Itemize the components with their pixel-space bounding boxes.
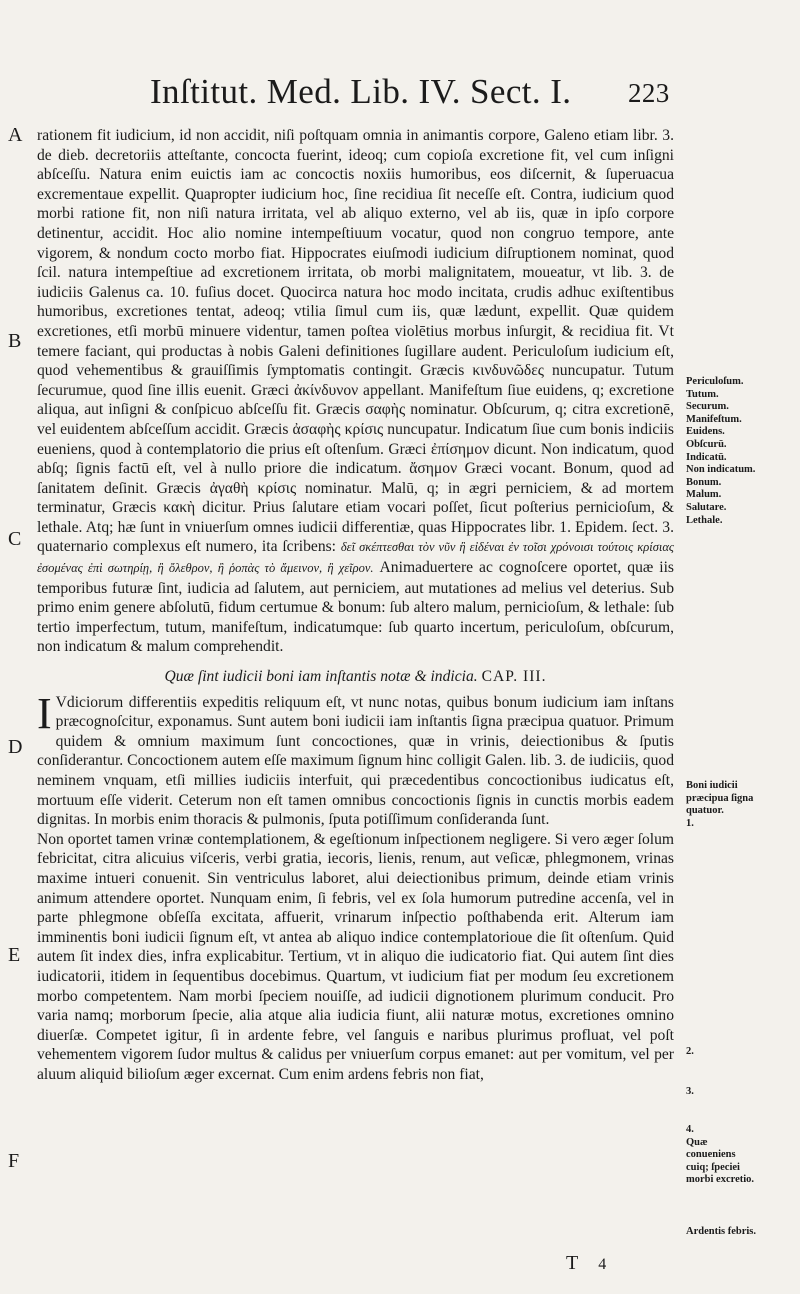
paragraph-three <box>37 830 674 1085</box>
section-letter-c: C <box>8 528 22 550</box>
paragraph-three-text: Non oportet tamen vrinæ contemplationem, & egeſtionum inſpectionem negligere. Si vero æger ſolum febricitat, citra alicuius viſceris, verbi gratia, iecoris, lienis, renum, aut veſicæ, phlegmonem, vrinas maxime intueri conuenit. Sin ventriculus laboret, alui deiectionibus primum, deinde etiam vrinis animum attendere oportet. Nunquam enim, ſi febris, vel ex ſola humorum putredine accenſa, vel in parte phlegmone obſeſſa excitata, affuerit, vrinarum inſpectio poſthabenda erit. Alterum iam imminentis boni iudicii ſignum eſt, vt antea ab aliquo indice contemplatorioue die ſit oſtenſum. Quid autem ſit index dies, infra explicabitur. Tertium, vt in aliquo die iudicatorio fiat. Qui autem ſint dies iudicatorii, itidem in ſequentibus docebimus. Quartum, vt iudicium fiat per modum ſeu excretionem morbo competentem. Nam morbi ſpeciem nouiſſe, ad iudicii dignotionem plurimum conducit. Pro varia namq; morborum ſpecie, alia atque alia iudicia fiunt, alii naturæ motus, excretiones omnino diuerſæ. Competet igitur, ſi in ardente febre, vel ſanguis e naribus plurimus profluat, vel poſt vehementem vigorem ſudor multus & calidus per vniuerſum corpus emanet: aut per vomitum, vel per aluum aliquid bilioſum æger excernat. Cum enim ardens febris non fiat, <box>37 830 674 1083</box>
running-title: Inſtitut. Med. Lib. IV. Sect. I. <box>150 72 572 111</box>
marginal-note-four-signs <box>686 780 756 830</box>
marginal-note-fourth <box>686 1124 756 1187</box>
marginal-term: Securum. <box>686 401 729 413</box>
drop-capital: I <box>37 688 52 738</box>
marginal-term: Lethale. <box>686 514 723 526</box>
marginal-term: Euidens. <box>686 426 725 438</box>
section-letter-f: F <box>8 1150 20 1172</box>
greek-quotation: δεῖ σκέπτεσθαι τὸν νῦν ἢ εἰδέναι ἐν τοῖσι χρόνοισι τούτοις κρίσιας ἐσομένας ἐπὶ σωτηρίῃ, ἢ ὄλεθρον, ἢ ῥοπὰς τὸ ἄμεινον, ἢ χεῖρον. <box>37 540 674 576</box>
marginal-number: 2. <box>686 1046 694 1057</box>
marginal-term: Non indicatum. <box>686 464 756 476</box>
marginal-term: Boni iudicii præcipua ſigna quatuor. <box>686 780 754 817</box>
marginal-term: Tutum. <box>686 388 719 400</box>
chapter-title: Quæ ſint iudicii boni iam inſtantis notæ & indicia. <box>164 668 478 686</box>
marginal-note-judgment-types <box>686 376 766 527</box>
marginal-number: 3. <box>686 1086 694 1097</box>
signature-number: 4 <box>598 1256 607 1273</box>
section-letter-e: E <box>8 944 21 966</box>
page-number: 223 <box>628 78 670 108</box>
paragraph-two-text: Vdiciorum differentiis expeditis reliquum eſt, vt nunc notas, quibus bonum iudicium iam inſtans præcognoſcitur, exponamus. Sunt autem boni iudicii iam inſtantis ſigna præcipua quatuor. Primum quidem & omnium maximum ſunt concoctiones, quæ in vrinis, deiectionibus & ſputis conſiderantur. Concoctionem autem eſſe maximum ſignum hinc colligit Galen. lib. 3. de iudiciis, quod neminem vnquam, etſi millies iudiciis interfuit, qui præcedentibus concoctionibus iudicatus eſt, mortuum eſſe viderit. Ceterum non eſt tamen omnibus concoctionis ſignis in cunctis morbis eadem dignitas. In morbis enim thoracis & pulmonis, ſputa potiſſimum conſideranda ſunt. <box>37 693 674 829</box>
marginal-term: Manifeſtum. <box>686 413 742 425</box>
paragraph-one-text: rationem fit iudicium, id non accidit, niſi poſtquam omnia in animantis corpore, Galeno etiam libr. 3. de dieb. decretoriis atteſtante, concocta fuerint, ideoq; cum copioſa excretione fit, vel cum inſigni abſceſſu. Natura enim euictis iam ac concoctis noxiis humoribus, eos diſcernit, & ſuperuacua excrementaue expellit. Quapropter iudicium hoc, ſine recidiua ſit neceſſe eſt. Contra, iudicium quod morbi ratione fit, non niſi natura irritata, vel ab aliquo externo, vel ab iis, quæ in ipſo corpore detinentur, accidit. Hoc alio nomine intempeſtiuum vocatur, quod non congruo tempore, ante vigorem, & nondum cocto morbo fiat. Hippocrates eiuſmodi iudicium diſruptionem nominat, quod ſcil. natura intempeſtiue ad excretionem irritata, ob morbi malignitatem, moueatur, vt lib. 3. de iudiciis Galenus ca. 10. fuſius docet. Quocirca natura hoc modo incitata, crudis adhuc exiſtentibus humoribus, excretiones tentat, adeoq; vtilia ſimul cum iis, quæ lædunt, expellit. Quæ quidem excretiones, etſi morbū minuere videntur, tamen poſtea violētius morbus inſurgit, & recidiua fit. Vt temere faciant, qui productas à nobis Galeni definitiones ſugillare audent. Periculoſum iudicium eſt, quod vehementibus & grauiſſimis ſymptomatis contingit. Græcis κινδυνῶδες nuncupatur. Tutum ſecurumue, quod ſine illis euenit. Græci ἀκίνδυνον appellant. Manifeſtum ſiue euidens, q; excretione aliqua, aut inſigni & conſpicuo abſceſſu fit. Græcis σαφὴς nominatur. Obſcurum, q; citra excretionē, vel euidentem abſceſſum accidit. Græcis ἀσαφὴς κρίσις nuncupatur. Indicatum ſiue cum bonis indiciis eueniens, quod à contemplatorio die prius eſt oſtenſum. Græci ἐπίσημον dicunt. Non indicatum, quod abſq; ſignis factū eſt, vel à nullo priore die indicatum. ἄσημον Græci vocant. Bonum, quod ad ſanitatem deſinit. Græcis ἀγαθὴ κρίσις nominatur. Malū, q; in ægri perniciem, & ad mortem terminatur, Græcis κακὴ dicitur. Prius ſalutare etiam vocari poſſet, ſicut poſterius pernicioſum, & lethale. Atq; hæ ſunt in vniuerſum omnes iudicii differentiæ, quas Hippocrates libr. 1. Epidem. ſect. 3. quaternario complexus eſt numero, ita ſcribens: <box>37 127 674 556</box>
marginal-note-ardent-fever <box>686 1226 756 1239</box>
section-letter-d: D <box>8 736 23 758</box>
marginal-number: 4. <box>686 1124 694 1135</box>
marginal-note-second <box>686 1046 766 1059</box>
marginal-term: Indicatū. <box>686 451 727 463</box>
marginal-term: Periculoſum. <box>686 376 744 387</box>
marginal-term: Obſcurū. <box>686 438 727 450</box>
paragraph-one-end: Animaduertere ac cognoſcere oportet, quæ iis temporibus futuræ ſint, iudicia ad ſalutem, aut perniciem, aut mutationes ad melius vel deterius. Sub primo enim genere abſolutū, fidum certumue & bonum: ſub altero malum, pernicioſum, & lethale: ſub tertio imperfectum, tutum, manifeſtum, indicatumque: ſub quarto incertum, periculoſum, obſcurum, non indicatum & malum comprehendit. <box>37 559 674 656</box>
signature-mark <box>566 1252 606 1275</box>
chapter-number: CAP. III. <box>481 668 547 686</box>
chapter-heading <box>37 667 674 687</box>
marginal-term: Malum. <box>686 489 722 501</box>
marginal-term: Bonum. <box>686 476 722 488</box>
paragraph-one <box>37 126 674 657</box>
marginal-note-third <box>686 1086 766 1099</box>
running-header <box>150 72 750 112</box>
main-text-column <box>37 126 674 1085</box>
signature-letter: T <box>566 1252 579 1274</box>
paragraph-two <box>37 688 674 830</box>
marginal-term: Quæ conueniens cuiq; ſpeciei morbi excretio. <box>686 1136 755 1186</box>
section-letter-b: B <box>8 330 22 352</box>
marginal-number: 1. <box>686 817 694 829</box>
section-letter-a: A <box>8 124 23 146</box>
marginal-term: Salutare. <box>686 501 727 513</box>
marginal-term: Ardentis febris. <box>686 1226 756 1237</box>
